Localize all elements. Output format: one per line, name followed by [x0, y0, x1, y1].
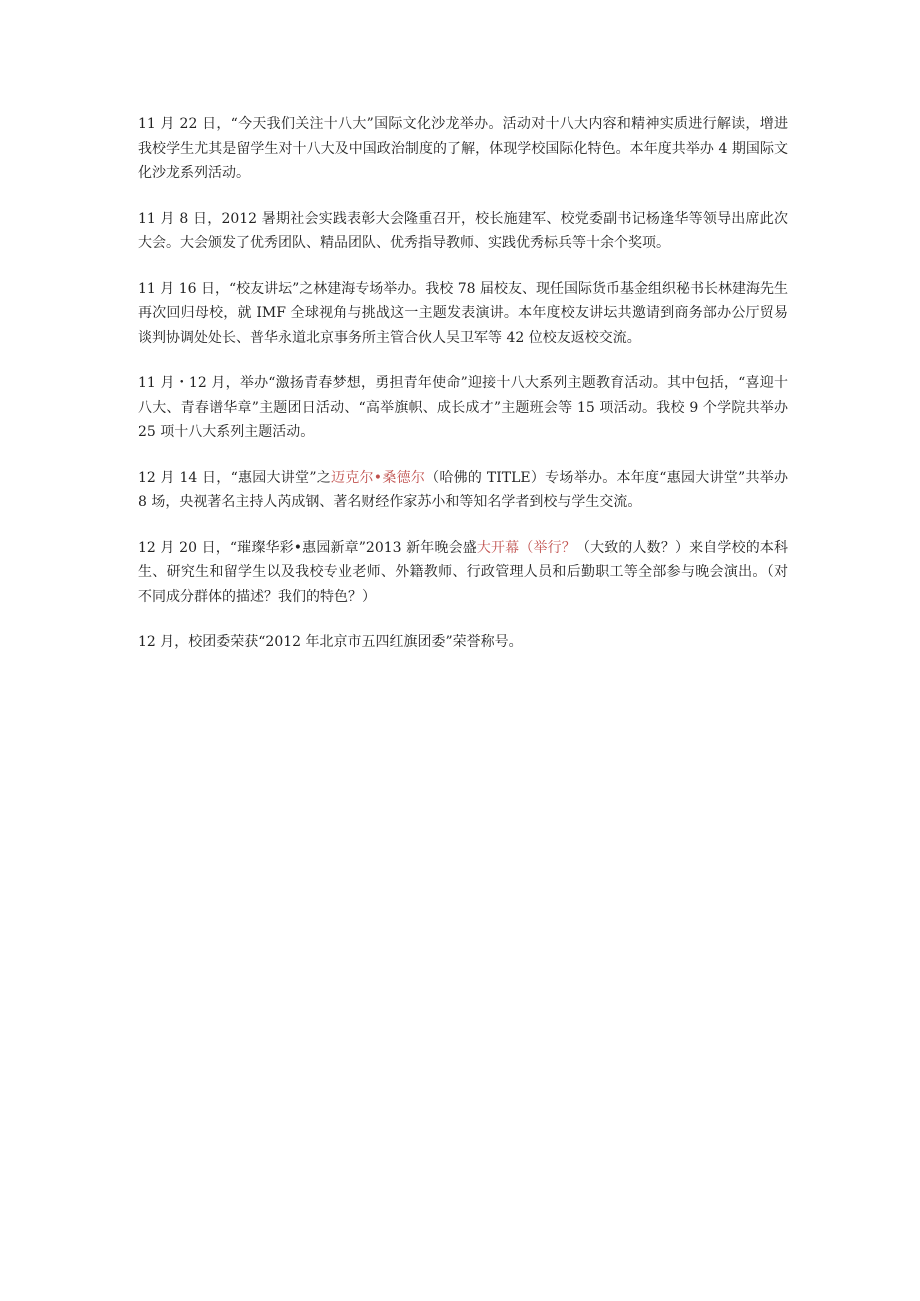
paragraph-text: 11 月 16 日，“校友讲坛”之林建海专场举办。我校 78 届校友、现任国际货币基金组织秘书长林建海先生再次回归母校，就 IMF 全球视角与挑战这一主题发表演讲。本年度校友讲坛共邀请到商务部办公厅贸易谈判协调处处长、普华永道北京事务所主管合伙人吴卫军等 42 位校友返校交流。	[138, 280, 789, 346]
paragraph-text: 12 月 20 日，“璀璨华彩•惠园新章”2013 新年晚会盛	[138, 539, 477, 556]
highlighted-comment-text: 大开幕（举行？	[476, 539, 576, 556]
paragraph-congress-activities	[138, 371, 788, 445]
paragraph-text: （哈佛的 TITLE）专场举办。本年度“惠园大讲堂”共举办 8 场，央视著名主持人芮成钢、著名财经作家苏小和等知名学者到校与学生交流。	[138, 469, 788, 510]
paragraph-text: 12 月 14 日，“惠园大讲堂”之	[138, 469, 332, 486]
paragraph-alumni-forum	[138, 277, 788, 351]
paragraph-new-year-gala	[138, 536, 788, 610]
paragraph-huiyuan-lecture	[138, 466, 788, 515]
paragraph-text: 11 月 8 日，2012 暑期社会实践表彰大会隆重召开，校长施建军、校党委副书记杨逢华等领导出席此次大会。大会颁发了优秀团队、精品团队、优秀指导教师、实践优秀标兵等十余个奖项。	[138, 210, 788, 251]
paragraph-summer-practice	[138, 207, 788, 256]
paragraph-text: 11 月 22 日，“今天我们关注十八大”国际文化沙龙举办。活动对十八大内容和精神实质进行解读，增进我校学生尤其是留学生对十八大及中国政治制度的了解，体现学校国际化特色。本年度共举办 4 期国际文化沙龙系列活动。	[138, 116, 788, 181]
paragraph-text: 12 月，校团委荣获“2012 年北京市五四红旗团委”荣誉称号。	[138, 634, 523, 650]
paragraph-text: 11 月・12 月，举办“激扬青春梦想，勇担青年使命”迎接十八大系列主题教育活动。其中包括，“喜迎十八大、青春谱华章”主题团日活动、“高举旗帜、成长成才”主题班会等 15 项活动。我校 9 个学院共举办 25 项十八大系列主题活动。	[138, 375, 788, 440]
document-body	[138, 112, 788, 676]
highlighted-comment-text: 迈克尔•桑德尔	[331, 469, 426, 486]
paragraph-red-flag-award	[138, 630, 788, 655]
paragraph-international-salon	[138, 112, 788, 186]
paragraph-text: （大致的人数？）来自学校的本科生、研究生和留学生以及我校专业老师、外籍教师、行政管理人员和后勤职工等全部参与晚会演出。（对不同成分群体的描述？我们的特色？）	[138, 539, 789, 605]
